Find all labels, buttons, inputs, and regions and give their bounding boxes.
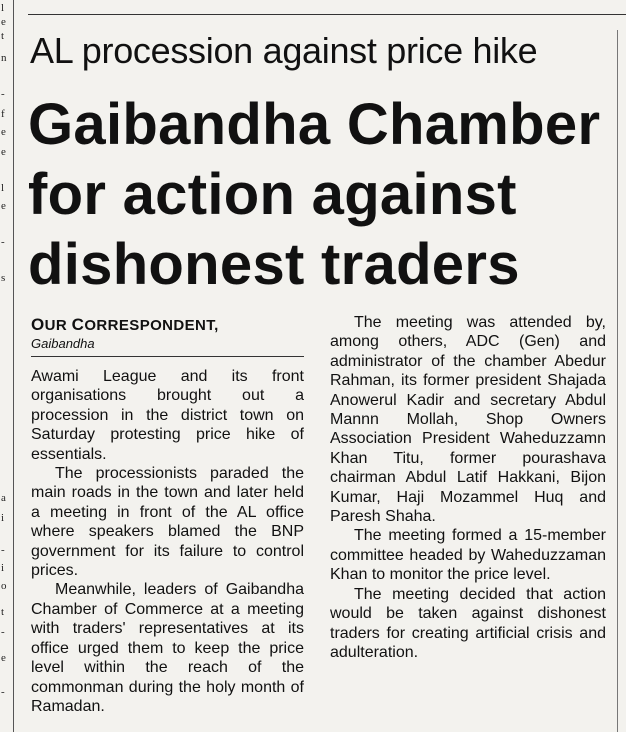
fragment-char: i xyxy=(1,512,5,524)
fragment-char: - xyxy=(1,88,5,100)
column-divider-right xyxy=(617,30,618,732)
fragment-char: l xyxy=(1,2,5,14)
paragraph: Meanwhile, leaders of Gaibandha Chamber of Commerce at a meeting with traders' representatives at its office urged them to keep the price level within the reach of the commonman during the holy month of Ramadan. xyxy=(31,581,304,715)
fragment-char: e xyxy=(1,200,6,212)
fragment-char: - xyxy=(1,626,5,638)
fragment-char: l xyxy=(1,182,5,194)
fragment-char: - xyxy=(1,544,5,556)
fragment-char: t xyxy=(1,30,5,42)
fragment-char: e xyxy=(1,126,6,138)
headline-line: for action against xyxy=(28,162,517,227)
byline-location: Gaibandha xyxy=(31,336,95,351)
headline-line: dishonest traders xyxy=(28,232,520,297)
fragment-char: o xyxy=(1,580,7,592)
article-column-2 xyxy=(330,313,606,662)
fragment-char: e xyxy=(1,16,6,28)
paragraph: Awami League and its front organisations brought out a procession in the district town on Saturday protesting price hike of essentials. xyxy=(31,368,304,463)
fragment-char: e xyxy=(1,146,6,158)
fragment-char: - xyxy=(1,236,5,248)
byline-name: OUR CORRESPONDENT, xyxy=(31,315,219,334)
fragment-char: n xyxy=(1,52,7,64)
fragment-char: - xyxy=(1,686,5,698)
fragment-char: f xyxy=(1,108,5,120)
top-rule xyxy=(28,14,626,15)
article-kicker: AL procession against price hike xyxy=(30,30,538,71)
column-divider-left xyxy=(13,0,14,732)
byline-rule xyxy=(31,356,304,357)
paragraph: The meeting was attended by, among others, ADC (Gen) and administrator of the chamber Abedur Rahman, its former president Shajada Anowerul Kadir and secretary Abdul Mannn Mollah, Shop Owners Association President Waheduzzamn Khan Titu, former pourashava chairman Abdul Latif Hakkani, Bijon Kumar, Haji Mozammel Huq and Paresh Shaha. xyxy=(330,314,606,526)
adjacent-column-fragment xyxy=(0,0,12,732)
fragment-char: i xyxy=(1,562,5,574)
article-headline xyxy=(28,90,613,300)
headline-line: Gaibandha Chamber xyxy=(28,92,601,157)
paragraph: The meeting decided that action would be taken against dishonest traders for creating artificial crisis and adulteration. xyxy=(330,585,606,661)
article-column-1 xyxy=(31,367,304,716)
paragraph: The meeting formed a 15-member committee headed by Waheduzzaman Khan to monitor the price level. xyxy=(330,527,606,584)
fragment-char: e xyxy=(1,652,6,664)
byline xyxy=(31,316,303,352)
paragraph: The processionists paraded the main roads in the town and later held a meeting in front of the AL office where speakers blamed the BNP government for its failure to control prices. xyxy=(31,465,304,580)
fragment-char: t xyxy=(1,606,5,618)
fragment-char: s xyxy=(1,272,6,284)
fragment-char: a xyxy=(1,492,6,504)
